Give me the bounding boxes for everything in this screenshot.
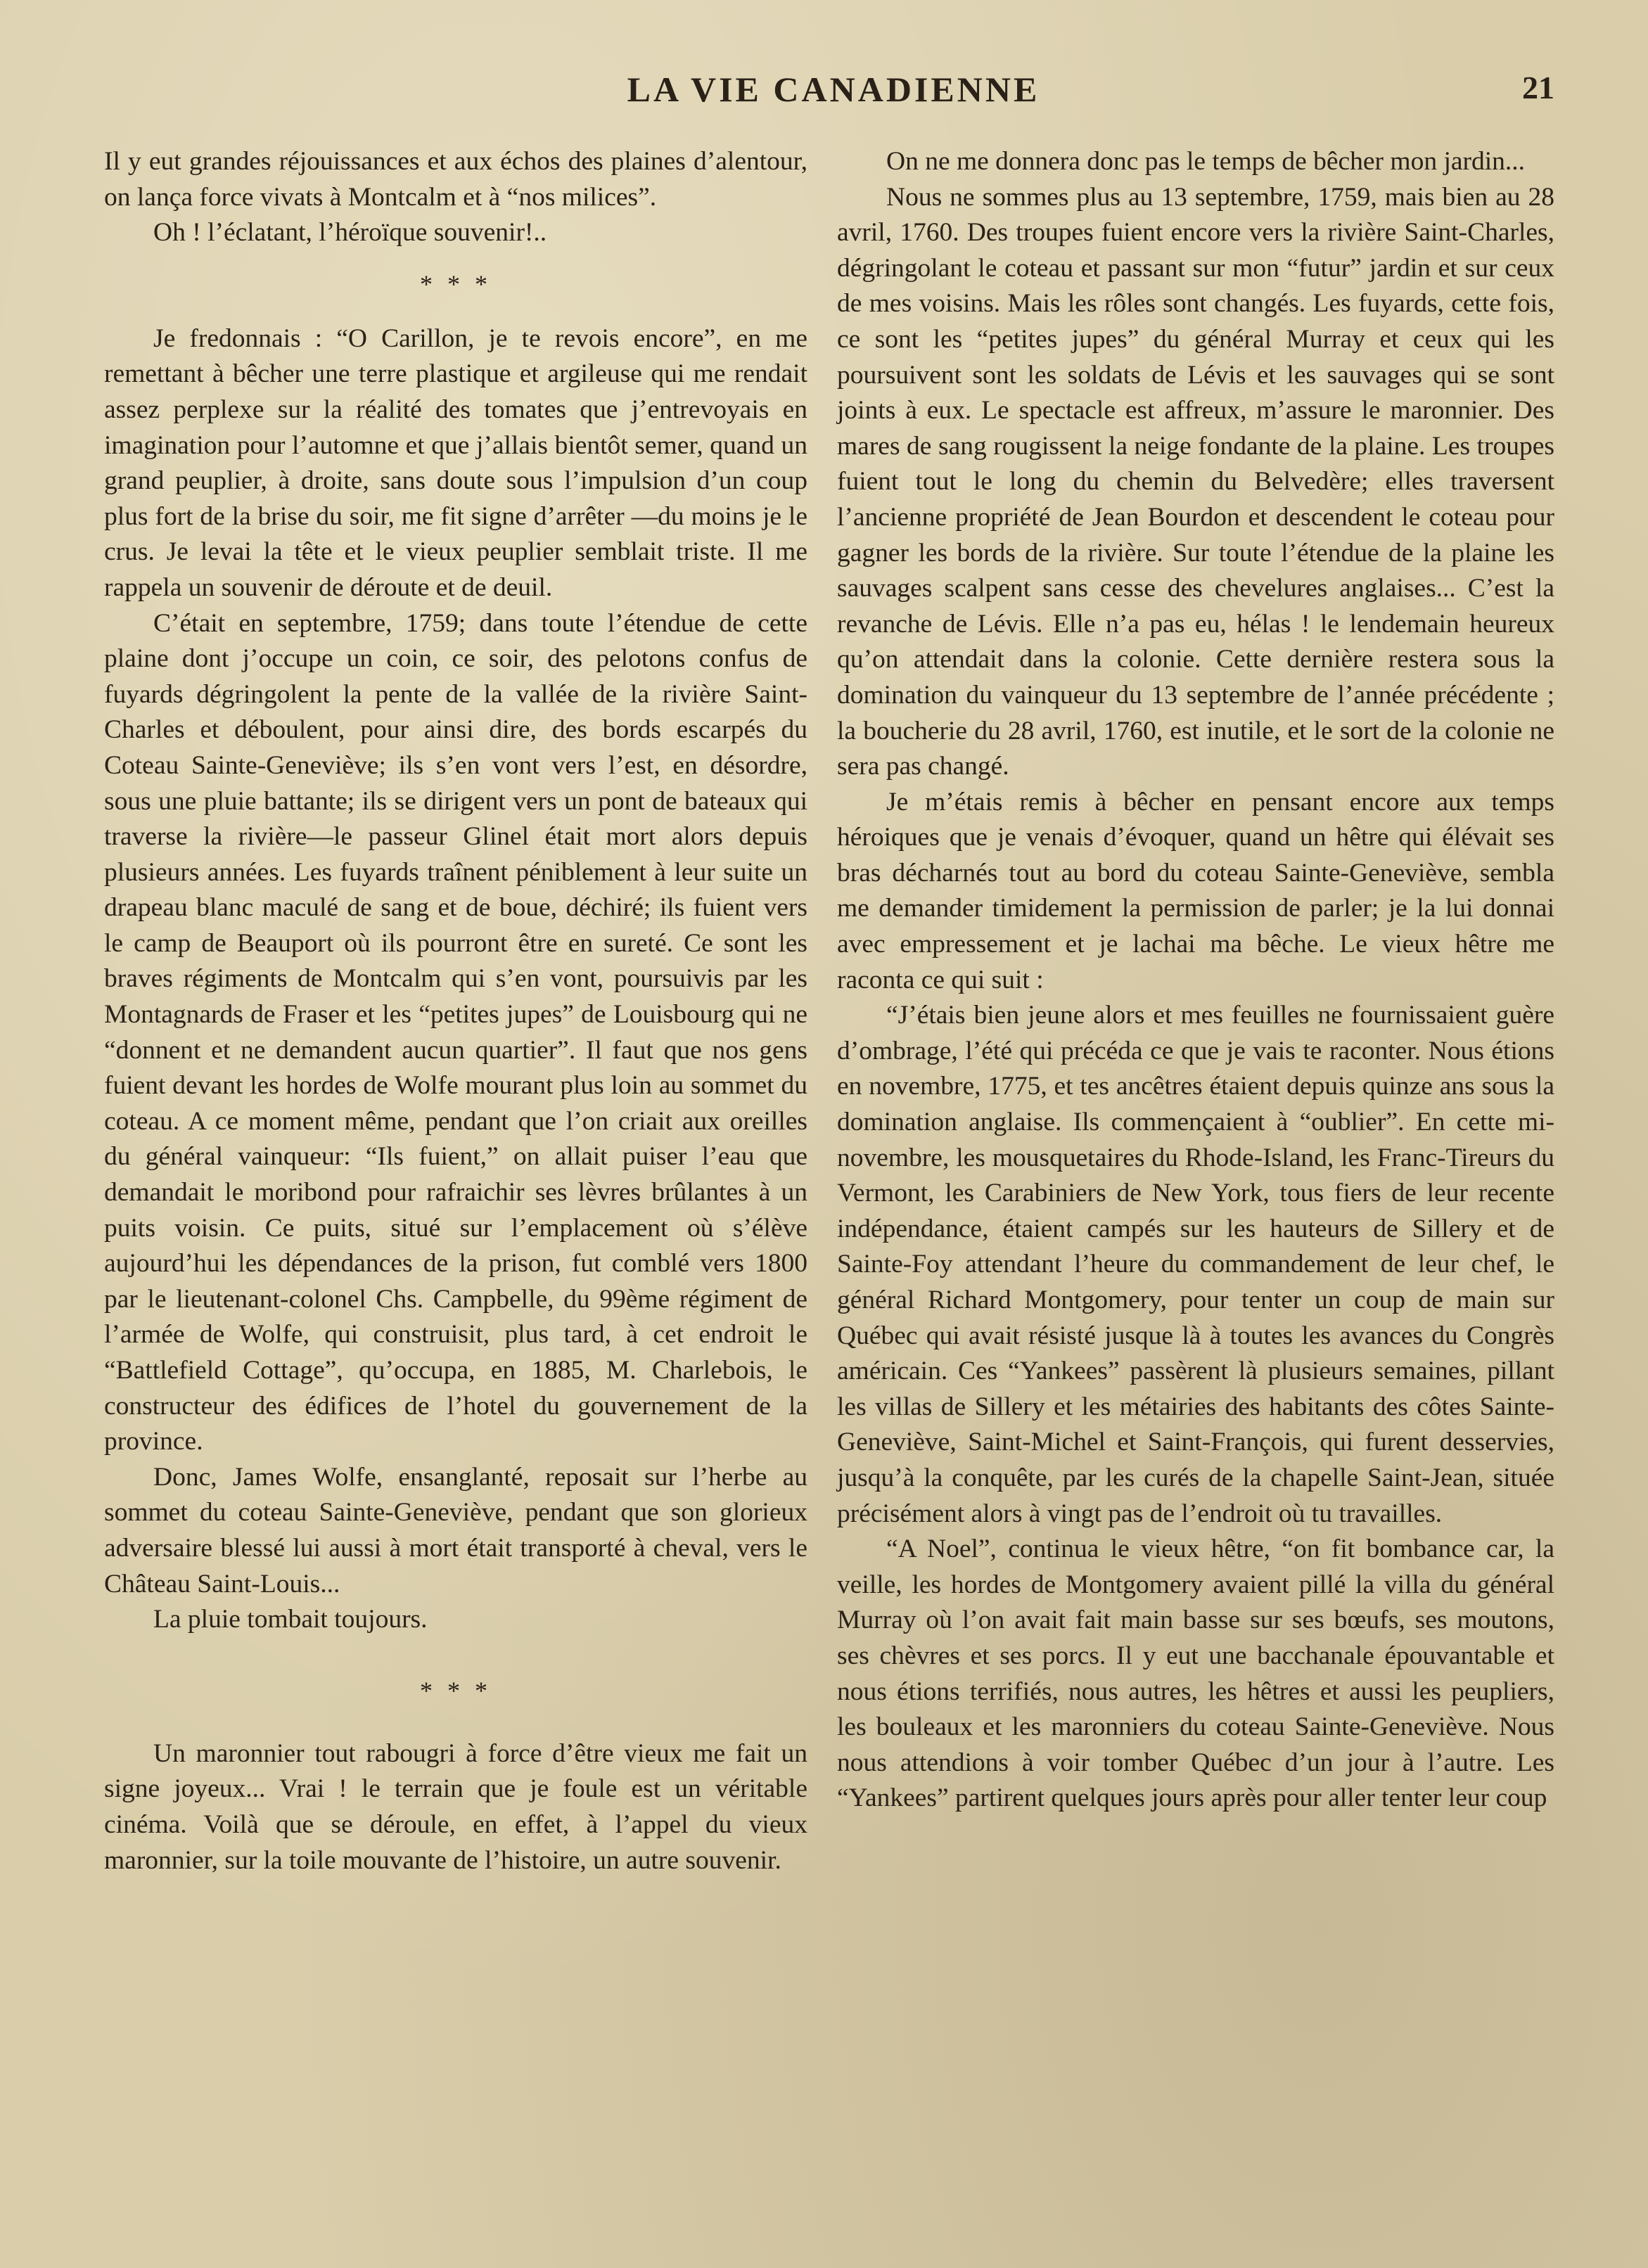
- paragraph: Je fredonnais : “O Carillon, je te revois encore”, en me remettant à bêcher une terre plastique et argileuse qui me rendait assez perplexe sur la réalité des tomates que j’entrevoyais en imagination pour l’automne et que j’allais bientôt semer, quand un grand peuplier, à droite, sans doute sous l’impulsion d’un coup plus fort de la brise du soir, me fit signe d’arrêter —du moins je le crus. Je levai la tête et le vieux peuplier semblait triste. Il me rappela un souvenir de déroute et de deuil.: [104, 323, 807, 602]
- left-column: [104, 144, 807, 1878]
- paragraph: C’était en septembre, 1759; dans toute l’étendue de cette plaine dont j’occupe un coin, ce soir, des pelotons confus de fuyards dégringolent la pente de la vallée de la rivière Saint-Charles et déboulent, pour ainsi dire, des bords escarpés du Coteau Sainte-Geneviève; ils s’en vont vers l’est, en désordre, sous une pluie battante; ils se dirigent vers un pont de bateaux qui traverse la rivière—le passeur Glinel était mort alors depuis plusieurs années. Les fuyards traînent péniblement à leur suite un drapeau blanc maculé de sang et de boue, déchiré; ils fuient vers le camp de Beauport où ils pourront être en sureté. Ce sont les braves régiments de Montcalm qui s’en vont, poursuivis par les Montagnards de Fraser et les “petites jupes” de Louisbourg qui ne “donnent et ne demandent aucun quartier”. Il faut que nos gens fuient devant les hordes de Wolfe mourant plus loin au sommet du coteau. A ce moment même, pendant que l’on criait aux oreilles du général vainqueur: “Ils fuient,” on allait puiser l’eau que demandait le moribond pour rafraichir ses lèvres brûlantes à un puits voisin. Ce puits, situé sur l’emplacement où s’élève aujourd’hui les dépendances de la prison, fut comblé vers 1800 par le lieutenant-colonel Chs. Campbelle, du 99ème régiment de l’armée de Wolfe, qui construisit, plus tard, à cet endroit le “Battlefield Cottage”, qu’occupa, en 1885, M. Charlebois, le constructeur des édifices de l’hotel du gouvernement de la province.: [104, 608, 807, 1456]
- paragraph: “A Noel”, continua le vieux hêtre, “on fit bombance car, la veille, les hordes de Montgomery avaient pillé la villa du général Murray où l’on avait fait main basse sur ses bœufs, ses moutons, ses chèvres et ses porcs. Il y eut une bacchanale épouvantable et nous étions terrifiés, nous autres, les hêtres et aussi les peupliers, les bouleaux et les maronniers du coteau Sainte-Geneviève. Nous nous attendions à voir tomber Québec d’un jour à l’autre. Les “Yankees” partirent quelques jours après pour aller tenter leur coup: [837, 1535, 1554, 1813]
- page-header: [106, 69, 1561, 118]
- paragraph: Donc, James Wolfe, ensanglanté, reposait sur l’herbe au sommet du coteau Sainte-Geneviève, pendant que son glorieux adversaire blessé lui aussi à mort était transporté à cheval, vers le Château Saint-Louis...: [104, 1462, 807, 1599]
- section-separator: * * *: [420, 269, 492, 298]
- right-column: [837, 144, 1554, 1817]
- paragraph: Il y eut grandes réjouissances et aux échos des plaines d’alentour, on lança force vivats à Montcalm et à “nos milices”.: [104, 147, 807, 212]
- paragraph: Je m’étais remis à bêcher en pensant encore aux temps héroiques que je venais d’évoquer, quand un hêtre qui élévait ses bras décharnés tout au bord du coteau Sainte-Geneviève, sembla me demander timidement la permission de parler; je la lui donnai avec empressement et je lachai ma bêche. Le vieux hêtre me raconta ce qui suit :: [837, 787, 1554, 994]
- paragraph: “J’étais bien jeune alors et mes feuilles ne fournissaient guère d’ombrage, l’été qui précéda ce que je vais te raconter. Nous étions en novembre, 1775, et tes ancêtres étaient depuis quinze ans sous la domination anglaise. Ils commençaient à “oublier”. En cette mi-novembre, les mousquetaires du Rhode-Island, les Franc-Tireurs du Vermont, les Carabiniers de New York, tous fiers de leur recente indépendance, étaient campés sur les hauteurs de Sillery et de Sainte-Foy attendant l’heure du commandement de leur chef, le général Richard Montgomery, pour tenter un coup de main sur Québec qui avait résisté jusque là à toutes les avances du Congrès américain. Ces “Yankees” passèrent là plusieurs semaines, pillant les villas de Sillery et les métairies des habitants des côtes Sainte-Geneviève, Saint-Michel et Saint-François, qui furent desservies, jusqu’à la conquête, par les curés de la chapelle Saint-Jean, située précisément alors à vingt pas de l’endroit où tu travailles.: [837, 1001, 1554, 1528]
- section-separator: * * *: [420, 1676, 492, 1705]
- paragraph: Oh ! l’éclatant, l’héroïque souvenir!..: [153, 218, 547, 248]
- paragraph: On ne me donnera donc pas le temps de bêcher mon jardin...: [886, 147, 1526, 176]
- paragraph: Nous ne sommes plus au 13 septembre, 1759, mais bien au 28 avril, 1760. Des troupes fuient encore vers la rivière Saint-Charles, dégringolant le coteau et passant sur mon “futur” jardin et sur ceux de mes voisins. Mais les rôles sont changés. Les fuyards, cette fois, ce sont les “petites jupes” du général Murray et ceux qui les poursuivent sont les soldats de Lévis et les sauvages qui se sont joints à eux. Le spectacle est affreux, m’assure le maronnier. Des mares de sang rougissent la neige fondante de la plaine. Les troupes fuient tout le long du chemin du Belvedère; elles traversent l’ancienne propriété de Jean Bourdon et descendent le coteau pour gagner les bords de la rivière. Sur toute l’étendue de la plaine les sauvages scalpent sans cesse des chevelures anglaises... C’est la revanche de Lévis. Elle n’a pas eu, hélas ! le lendemain heureux qu’on attendait dans la colonie. Cette dernière restera sous la domination du vainqueur du 13 septembre de l’année précédente ; la boucherie du 28 avril, 1760, est inutile, et le sort de la colonie ne sera pas changé.: [837, 182, 1554, 781]
- running-title: LA VIE CANADIENNE: [627, 70, 1040, 109]
- paragraph: Un maronnier tout rabougri à force d’être vieux me fait un signe joyeux... Vrai ! le terrain que je foule est un véritable cinéma. Voilà que se déroule, en effet, à l’appel du vieux maronnier, sur la toile mouvante de l’histoire, un autre souvenir.: [104, 1738, 807, 1875]
- page-number: 21: [1522, 70, 1554, 105]
- paragraph: La pluie tombait toujours.: [153, 1605, 428, 1634]
